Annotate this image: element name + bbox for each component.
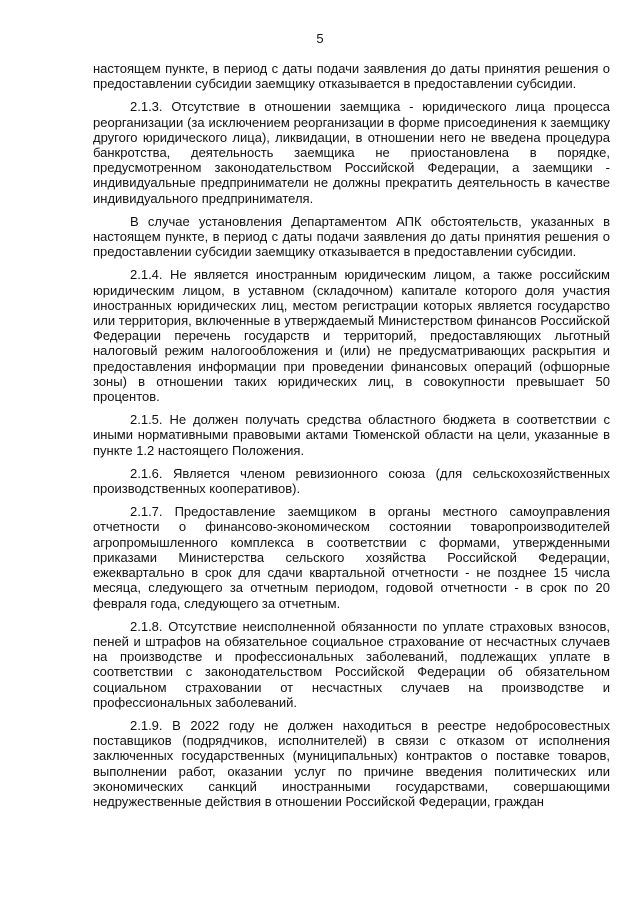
paragraph-2-1-7: 2.1.7. Предоставление заемщиком в органы местного самоуправления отчетности о финансово-экономическом состоянии товаропроизводителей агропромышленного комплекса в соответствии с формами, утвержденными приказами Министерства сельского хозяйства Российской Федерации, ежеквартально в срок для сдачи квартальной отчетности - не позднее 15 числа месяца, следующего за отчетным периодом, годовой отчетности - в срок по 20 февраля года, следующего за отчетным. — [93, 504, 610, 611]
paragraph-2-1-6: 2.1.6. Является членом ревизионного союза (для сельскохозяйственных производственных кооперативов). — [93, 465, 610, 497]
paragraph-2-1-3: 2.1.3. Отсутствие в отношении заемщика - юридического лица процесса реорганизации (за исключением реорганизации в форме присоединения к заемщику другого юридического лица), ликвидации, в отношении него не введена процедура банкротства, деятельность заемщика не приостановлена в порядке, предусмотренном законодательством Российской Федерации, а заемщики - индивидуальные предприниматели не должны прекратить деятельность в качестве индивидуального предпринимателя. — [93, 99, 610, 206]
paragraph-2-1-9: 2.1.9. В 2022 году не должен находиться в реестре недобросовестных поставщиков (подрядчиков, исполнителей) в связи с отказом от исполнения заключенных государственных (муниципальных) контрактов о поставке товаров, выполнении работ, оказании услуг по причине введения политических или экономических санкций иностранными государствами, совершающими недружественные действия в отношении Российской Федерации, граждан — [93, 717, 610, 809]
paragraph-2-1-3-refusal: В случае установления Департаментом АПК обстоятельств, указанных в настоящем пункте, в период с даты подачи заявления до даты принятия решения о предоставлении субсидии заемщику отказывается в предоставлении субсидии. — [93, 213, 610, 260]
page-number: 5 — [316, 31, 324, 46]
paragraph-continuation: настоящем пункте, в период с даты подачи заявления до даты принятия решения о предоставлении субсидии заемщику отказывается в предоставлении субсидии. — [93, 61, 610, 92]
paragraph-2-1-8: 2.1.8. Отсутствие неисполненной обязанности по уплате страховых взносов, пеней и штрафов на обязательное социальное страхование от несчастных случаев на производстве и профессиональных заболеваний, подлежащих уплате в соответствии с законодательством Российской Федерации об обязательном социальном страховании от несчастных случаев на производстве и профессиональных заболеваний. — [93, 618, 610, 710]
document-body — [93, 61, 610, 817]
paragraph-2-1-4: 2.1.4. Не является иностранным юридическим лицом, а также российским юридическим лицом, в уставном (складочном) капитале которого доля участия иностранных юридических лиц, местом регистрации которых является государство или территория, включенные в утверждаемый Министерством финансов Российской Федерации перечень государств и территорий, предоставляющих льготный налоговый режим налогообложения и (или) не предусматривающих раскрытия и предоставления информации при проведении финансовых операций (офшорные зоны) в отношении таких юридических лиц, в совокупности превышает 50 процентов. — [93, 267, 610, 405]
paragraph-2-1-5: 2.1.5. Не должен получать средства областного бюджета в соответствии с иными нормативными правовыми актами Тюменской области на цели, указанные в пункте 1.2 настоящего Положения. — [93, 412, 610, 458]
